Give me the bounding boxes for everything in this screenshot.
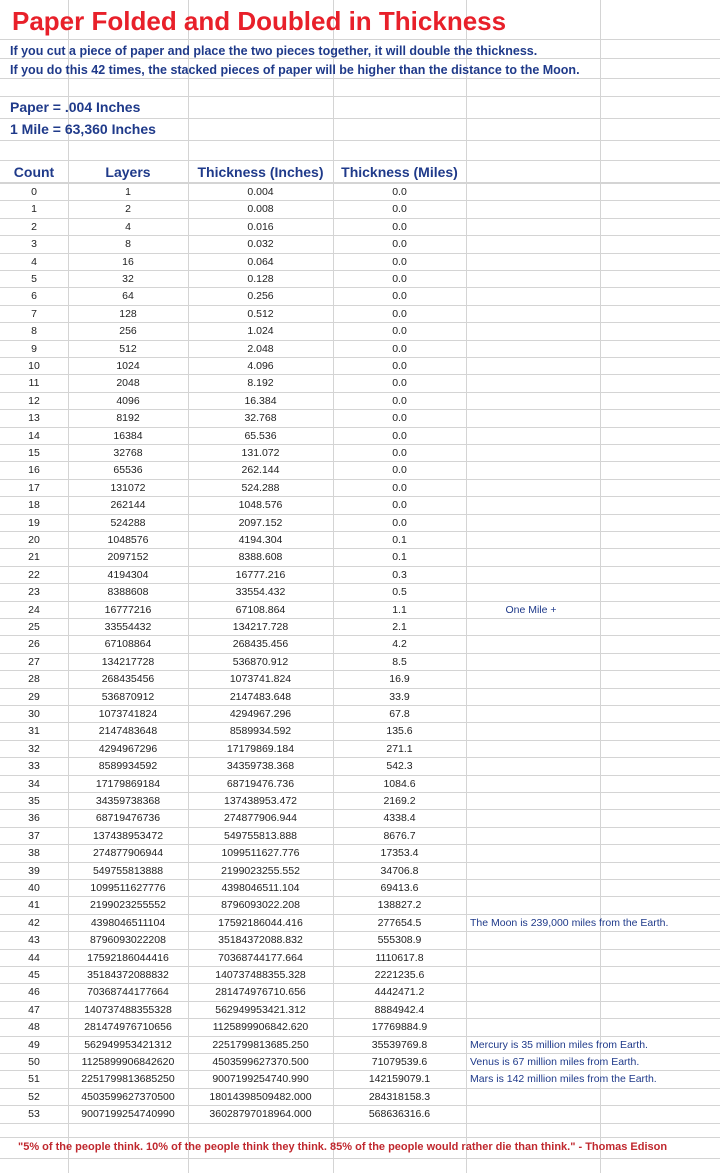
layers-cell: 1073741824 — [98, 708, 158, 720]
layers-cell: 9007199254740990 — [81, 1108, 175, 1121]
table-row — [0, 254, 720, 271]
inches-cell: 0.008 — [247, 203, 274, 216]
layers-cell: 2147483648 — [98, 725, 158, 738]
table-row — [0, 323, 720, 340]
count-cell: 48 — [28, 1021, 40, 1034]
table-row — [0, 1037, 720, 1054]
inches-cell: 268435.456 — [232, 638, 289, 651]
table-row — [0, 845, 720, 862]
table-row — [0, 897, 720, 914]
count-cell: 20 — [28, 534, 40, 546]
count-cell: 9 — [31, 342, 37, 355]
count-cell: 19 — [28, 516, 40, 529]
count-cell: 36 — [28, 812, 40, 825]
count-cell: 38 — [28, 847, 40, 860]
miles-cell: 0.0 — [392, 325, 407, 338]
table-row — [0, 793, 720, 810]
count-cell: 3 — [31, 238, 37, 251]
miles-cell: 271.1 — [386, 742, 413, 755]
header-thickness-inches: Thickness (Inches) — [197, 164, 324, 180]
table-row — [0, 306, 720, 323]
layers-cell: 4194304 — [107, 568, 149, 581]
count-cell: 53 — [28, 1108, 40, 1121]
annotation-note: One Mile + — [505, 603, 557, 616]
inches-cell: 0.004 — [247, 186, 274, 198]
table-row — [0, 619, 720, 636]
inches-cell: 536870.912 — [232, 655, 289, 668]
miles-cell: 0.0 — [392, 203, 407, 216]
inches-cell: 0.016 — [247, 220, 274, 233]
annotation-note: Mercury is 35 million miles from Earth. — [470, 1038, 648, 1051]
count-cell: 35 — [28, 795, 40, 807]
inches-cell: 65.536 — [244, 429, 277, 442]
table-row — [0, 445, 720, 462]
count-cell: 8 — [31, 325, 37, 338]
table-row — [0, 219, 720, 236]
table-row — [0, 915, 720, 932]
inches-cell: 1048.576 — [238, 499, 283, 512]
count-cell: 1 — [31, 203, 37, 216]
miles-cell: 0.0 — [392, 516, 407, 529]
count-cell: 14 — [28, 429, 40, 442]
count-cell: 29 — [28, 690, 40, 703]
count-cell: 22 — [28, 568, 40, 581]
inches-cell: 2097.152 — [238, 516, 283, 529]
table-row — [0, 428, 720, 445]
inches-cell: 524.288 — [241, 481, 280, 494]
table-row — [0, 1019, 720, 1036]
count-cell: 16 — [28, 464, 40, 477]
layers-cell: 524288 — [110, 516, 146, 529]
table-row — [0, 201, 720, 218]
inches-cell: 8.192 — [247, 377, 274, 390]
table-row — [0, 880, 720, 897]
miles-cell: 0.0 — [392, 238, 407, 251]
inches-cell: 9007199254740.990 — [212, 1073, 309, 1086]
table-row — [0, 863, 720, 880]
miles-cell: 17769884.9 — [371, 1021, 428, 1034]
layers-cell: 131072 — [110, 481, 146, 494]
miles-cell: 0.0 — [392, 499, 407, 512]
inches-cell: 140737488355.328 — [215, 969, 306, 981]
layers-cell: 274877906944 — [92, 847, 164, 860]
table-row — [0, 706, 720, 723]
table-row — [0, 1002, 720, 1019]
subtitle-line-1: If you cut a piece of paper and place the two pieces together, it will double the thickness. — [10, 44, 538, 58]
count-cell: 37 — [28, 829, 40, 842]
miles-cell: 0.0 — [392, 481, 407, 494]
table-row — [0, 602, 720, 619]
inches-cell: 36028797018964.000 — [209, 1108, 312, 1121]
miles-cell: 0.0 — [392, 273, 407, 285]
layers-cell: 128 — [119, 307, 137, 320]
miles-cell: 0.0 — [392, 290, 407, 303]
inches-cell: 0.512 — [247, 307, 274, 320]
miles-cell: 135.6 — [386, 725, 413, 738]
count-cell: 2 — [31, 220, 37, 233]
table-row — [0, 393, 720, 410]
annotation-note: The Moon is 239,000 miles from the Earth. — [470, 916, 669, 929]
inches-cell: 18014398509482.000 — [209, 1090, 312, 1103]
annotation-note: Venus is 67 million miles from Earth. — [470, 1056, 640, 1068]
layers-cell: 262144 — [110, 499, 146, 512]
page-title: Paper Folded and Doubled in Thickness — [12, 6, 507, 36]
miles-cell: 8884942.4 — [374, 1003, 425, 1016]
layers-cell: 33554432 — [104, 621, 152, 633]
miles-cell: 8.5 — [392, 655, 407, 668]
inches-cell: 32.768 — [244, 412, 277, 425]
miles-cell: 0.3 — [392, 568, 407, 581]
miles-cell: 0.1 — [392, 551, 407, 564]
table-row — [0, 776, 720, 793]
count-cell: 10 — [28, 360, 40, 372]
table-row — [0, 288, 720, 305]
annotation-note: Mars is 142 million miles from the Earth. — [470, 1073, 657, 1086]
count-cell: 45 — [28, 969, 40, 981]
layers-cell: 32768 — [113, 447, 143, 459]
miles-cell: 0.0 — [392, 220, 407, 233]
count-cell: 42 — [28, 916, 40, 929]
table-row — [0, 1106, 720, 1123]
inches-cell: 134217.728 — [232, 621, 289, 633]
layers-cell: 16 — [122, 255, 134, 268]
miles-cell: 1084.6 — [383, 777, 416, 790]
miles-cell: 0.0 — [392, 186, 407, 198]
layers-cell: 8388608 — [107, 586, 149, 599]
table-row — [0, 723, 720, 740]
table-row — [0, 341, 720, 358]
inches-cell: 4503599627370.500 — [212, 1056, 309, 1068]
miles-cell: 67.8 — [389, 708, 410, 720]
inches-cell: 70368744177.664 — [218, 951, 303, 964]
miles-cell: 0.0 — [392, 429, 407, 442]
count-cell: 23 — [28, 586, 40, 599]
layers-cell: 140737488355328 — [84, 1003, 172, 1016]
table-row — [0, 636, 720, 653]
layers-cell: 2097152 — [107, 551, 149, 564]
inches-cell: 0.032 — [247, 238, 274, 251]
table-row — [0, 967, 720, 984]
miles-cell: 0.5 — [392, 586, 407, 599]
miles-cell: 2169.2 — [383, 795, 416, 807]
inches-cell: 17592186044.416 — [218, 916, 303, 929]
miles-cell: 142159079.1 — [368, 1073, 431, 1086]
inches-cell: 2199023255.552 — [221, 864, 300, 877]
inches-cell: 1073741.824 — [229, 673, 292, 686]
layers-cell: 17592186044416 — [87, 951, 169, 964]
layers-cell: 2048 — [116, 377, 140, 390]
inches-cell: 67108.864 — [235, 603, 286, 616]
inches-cell: 8589934.592 — [229, 725, 292, 738]
inches-cell: 2.048 — [247, 342, 274, 355]
layers-cell: 1 — [125, 186, 131, 198]
layers-cell: 4 — [125, 220, 131, 233]
layers-cell: 1024 — [116, 360, 140, 372]
table-row — [0, 689, 720, 706]
layers-cell: 2251799813685250 — [81, 1073, 175, 1086]
inches-cell: 0.064 — [247, 255, 274, 268]
table-row — [0, 271, 720, 288]
miles-cell: 16.9 — [389, 673, 410, 686]
inches-cell: 137438953.472 — [224, 795, 297, 807]
count-cell: 49 — [28, 1038, 40, 1051]
table-row — [0, 1089, 720, 1106]
inches-cell: 0.128 — [247, 273, 274, 285]
miles-cell: 0.0 — [392, 255, 407, 268]
table-row — [0, 810, 720, 827]
table-row — [0, 828, 720, 845]
inches-cell: 8388.608 — [238, 551, 283, 564]
miles-cell: 0.0 — [392, 307, 407, 320]
count-cell: 44 — [28, 951, 40, 964]
count-cell: 5 — [31, 273, 37, 285]
layers-cell: 1125899906842620 — [81, 1056, 175, 1068]
miles-cell: 542.3 — [386, 760, 413, 773]
count-cell: 46 — [28, 986, 40, 999]
layers-cell: 536870912 — [101, 690, 155, 703]
miles-cell: 555308.9 — [377, 934, 422, 947]
count-cell: 27 — [28, 655, 40, 668]
inches-cell: 2147483.648 — [229, 690, 292, 703]
table-row — [0, 515, 720, 532]
layers-cell: 134217728 — [101, 655, 155, 668]
miles-cell: 1.1 — [392, 603, 407, 616]
layers-cell: 2 — [125, 203, 131, 216]
miles-cell: 4338.4 — [383, 812, 416, 825]
miles-cell: 0.1 — [392, 534, 407, 546]
inches-cell: 131.072 — [241, 447, 280, 459]
layers-cell: 8192 — [116, 412, 140, 425]
inches-cell: 34359738.368 — [226, 760, 295, 773]
miles-cell: 568636316.6 — [368, 1108, 431, 1121]
count-cell: 52 — [28, 1090, 40, 1103]
table-row — [0, 375, 720, 392]
table-row — [0, 549, 720, 566]
table-row — [0, 497, 720, 514]
edison-quote: "5% of the people think. 10% of the people think they think. 85% of the people would rather die than think." - Thomas Edison — [18, 1141, 668, 1153]
miles-cell: 71079539.6 — [371, 1056, 428, 1068]
inches-cell: 1099511627.776 — [221, 847, 300, 860]
layers-cell: 16777216 — [104, 603, 152, 616]
layers-cell: 35184372088832 — [87, 969, 169, 981]
layers-cell: 268435456 — [101, 673, 155, 686]
count-cell: 6 — [31, 290, 37, 303]
table-row — [0, 236, 720, 253]
count-cell: 41 — [28, 899, 40, 912]
layers-cell: 16384 — [113, 429, 143, 442]
inches-cell: 4398046511.104 — [221, 882, 300, 894]
inches-cell: 33554.432 — [235, 586, 286, 599]
layers-cell: 64 — [122, 290, 134, 303]
miles-cell: 0.0 — [392, 394, 407, 407]
count-cell: 0 — [31, 186, 37, 198]
inches-cell: 562949953421.312 — [215, 1003, 306, 1016]
layers-cell: 4503599627370500 — [81, 1090, 175, 1103]
count-cell: 15 — [28, 447, 40, 459]
layers-cell: 512 — [119, 342, 137, 355]
miles-cell: 284318158.3 — [368, 1090, 431, 1103]
table-row — [0, 1071, 720, 1088]
table-row — [0, 462, 720, 479]
layers-cell: 70368744177664 — [87, 986, 169, 999]
mile-inches-fact: 1 Mile = 63,360 Inches — [10, 121, 156, 137]
inches-cell: 262.144 — [241, 464, 280, 477]
count-cell: 28 — [28, 673, 40, 686]
inches-cell: 281474976710.656 — [215, 986, 306, 999]
inches-cell: 1.024 — [247, 325, 274, 338]
miles-cell: 69413.6 — [380, 882, 419, 894]
table-row — [0, 410, 720, 427]
inches-cell: 68719476.736 — [226, 777, 295, 790]
count-cell: 4 — [31, 255, 37, 268]
count-cell: 17 — [28, 481, 40, 494]
count-cell: 51 — [28, 1073, 40, 1086]
inches-cell: 16777.216 — [235, 568, 286, 581]
layers-cell: 67108864 — [104, 638, 152, 651]
miles-cell: 33.9 — [389, 690, 410, 703]
layers-cell: 17179869184 — [95, 777, 161, 790]
miles-cell: 138827.2 — [377, 899, 422, 912]
count-cell: 43 — [28, 934, 40, 947]
inches-cell: 549755813.888 — [224, 829, 297, 842]
miles-cell: 0.0 — [392, 464, 407, 477]
inches-cell: 4294967.296 — [229, 708, 292, 720]
table-row — [0, 532, 720, 549]
table-row — [0, 1054, 720, 1071]
count-cell: 18 — [28, 499, 40, 512]
inches-cell: 35184372088.832 — [218, 934, 303, 947]
count-cell: 26 — [28, 638, 40, 651]
miles-cell: 8676.7 — [383, 829, 416, 842]
layers-cell: 68719476736 — [95, 812, 161, 825]
count-cell: 11 — [28, 377, 40, 390]
miles-cell: 1110617.8 — [375, 951, 424, 964]
miles-cell: 0.0 — [392, 377, 407, 390]
table-row — [0, 184, 720, 201]
layers-cell: 8 — [125, 238, 131, 251]
miles-cell: 0.0 — [392, 412, 407, 425]
count-cell: 13 — [28, 412, 40, 425]
count-cell: 40 — [28, 882, 40, 894]
inches-cell: 16.384 — [244, 394, 277, 407]
layers-cell: 562949953421312 — [84, 1038, 172, 1051]
layers-cell: 281474976710656 — [84, 1021, 172, 1034]
subtitle-line-2: If you do this 42 times, the stacked pieces of paper will be higher than the distance to the Moon. — [10, 63, 580, 77]
miles-cell: 277654.5 — [377, 916, 422, 929]
inches-cell: 2251799813685.250 — [212, 1038, 309, 1051]
miles-cell: 4.2 — [392, 638, 407, 651]
layers-cell: 34359738368 — [95, 795, 161, 807]
count-cell: 47 — [28, 1003, 40, 1016]
layers-cell: 8589934592 — [98, 760, 158, 773]
header-count: Count — [13, 164, 55, 180]
layers-cell: 4096 — [116, 394, 140, 407]
inches-cell: 274877906.944 — [224, 812, 297, 825]
count-cell: 39 — [28, 864, 40, 877]
count-cell: 21 — [28, 551, 40, 564]
table-row — [0, 654, 720, 671]
layers-cell: 549755813888 — [92, 864, 164, 877]
table-row — [0, 984, 720, 1001]
inches-cell: 4.096 — [247, 360, 274, 372]
layers-cell: 4294967296 — [98, 742, 158, 755]
miles-cell: 2221235.6 — [374, 969, 425, 981]
paper-thickness-fact: Paper = .004 Inches — [10, 99, 141, 115]
table-row — [0, 567, 720, 584]
inches-cell: 8796093022.208 — [221, 899, 300, 912]
table-row — [0, 932, 720, 949]
count-cell: 31 — [28, 725, 40, 738]
miles-cell: 0.0 — [392, 447, 407, 459]
count-cell: 7 — [31, 307, 37, 320]
layers-cell: 256 — [119, 325, 137, 338]
table-row — [0, 950, 720, 967]
table-row — [0, 480, 720, 497]
inches-cell: 17179869.184 — [226, 742, 295, 755]
table-row — [0, 358, 720, 375]
layers-cell: 137438953472 — [92, 829, 164, 842]
table-row — [0, 758, 720, 775]
layers-cell: 1048576 — [107, 534, 149, 546]
table-row — [0, 741, 720, 758]
miles-cell: 17353.4 — [380, 847, 419, 860]
header-layers: Layers — [105, 164, 151, 180]
inches-cell: 4194.304 — [238, 534, 283, 546]
count-cell: 34 — [28, 777, 40, 790]
table-row — [0, 671, 720, 688]
layers-cell: 4398046511104 — [90, 916, 166, 929]
layers-cell: 1099511627776 — [90, 882, 166, 894]
miles-cell: 2.1 — [392, 621, 407, 633]
miles-cell: 0.0 — [392, 342, 407, 355]
miles-cell: 35539769.8 — [371, 1038, 428, 1051]
layers-cell: 8796093022208 — [90, 934, 166, 947]
miles-cell: 0.0 — [392, 360, 407, 372]
table-row — [0, 584, 720, 601]
count-cell: 25 — [28, 621, 40, 633]
inches-cell: 0.256 — [247, 290, 274, 303]
count-cell: 33 — [28, 760, 40, 773]
inches-cell: 1125899906842.620 — [212, 1021, 309, 1034]
count-cell: 24 — [28, 603, 40, 616]
layers-cell: 65536 — [113, 464, 143, 477]
count-cell: 12 — [28, 394, 40, 407]
count-cell: 50 — [28, 1056, 40, 1068]
miles-cell: 4442471.2 — [374, 986, 425, 999]
header-thickness-miles: Thickness (Miles) — [341, 164, 458, 180]
count-cell: 30 — [28, 708, 40, 720]
count-cell: 32 — [28, 742, 40, 755]
layers-cell: 2199023255552 — [90, 899, 166, 912]
layers-cell: 32 — [122, 273, 134, 285]
miles-cell: 34706.8 — [380, 864, 419, 877]
